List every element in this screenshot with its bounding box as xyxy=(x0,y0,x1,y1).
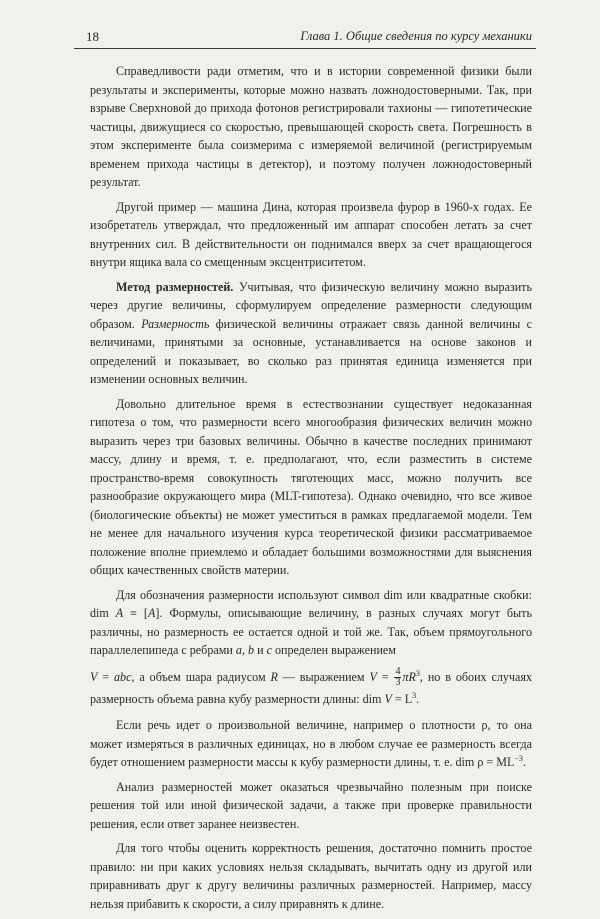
paragraph-3 xyxy=(90,278,532,389)
paragraph-2: Другой пример — машина Дина, которая произвела фурор в 1960-х годах. Ее изобретатель утверждал, что предложенный им аппарат способен летать за счет внутренних сил. В действительности он поднимался вверх за счет вращающегося внутри ящика вала со смещенным эксцентриситетом. xyxy=(90,199,532,269)
p5-equiv: ≡ [ xyxy=(123,606,148,620)
formula-V3: V xyxy=(384,692,392,707)
section-lead: Метод размерностей. xyxy=(116,279,234,294)
p5-text-c: определен выражением xyxy=(271,643,396,657)
paragraph-8: Для того чтобы оценить корректность решения, достаточно помнить простое правило: ни при каких условиях нельзя складывать, вычитать одну из другой или приравнивать друг к другу величины различных размерностей. Например, массу нельзя прибавить к скорости, а силу приравнять к длине. xyxy=(90,841,532,911)
p5-and: и xyxy=(254,643,267,657)
p5-var-b: b xyxy=(248,643,255,657)
defined-term: Размерность xyxy=(141,316,210,331)
fraction-numerator: 4 xyxy=(395,666,401,678)
formula-R: R xyxy=(270,669,278,684)
fraction-denominator: 3 xyxy=(395,677,401,689)
formula-piR: πR xyxy=(402,669,416,684)
p5-var-A2: A xyxy=(147,606,156,620)
paragraph-6 xyxy=(90,716,532,772)
formula-V1: V xyxy=(90,669,98,684)
page-header xyxy=(74,22,536,49)
p6-end: . xyxy=(522,755,526,770)
p5-comma: , xyxy=(241,643,248,657)
paragraph-7: Анализ размерностей может оказаться чрезвычайно полезным при поиске решения той или иной физической задачи, а также при проверке правильности решения, если ответ заранее неизвестен. xyxy=(90,779,532,831)
formula-eq1: = xyxy=(97,669,114,684)
paragraph-4: Довольно длительное время в естествознании существует недоказанная гипотеза о том, что размерности всего многообразия физических величин можно выразить через три базовых величины. Обычно в качестве последних принимают массу, длину и время, т. е. предполагают, что, если разместить в системе пространство-время совокупность тяготеющих масс, можно получить все разнообразие окружающего мира (MLT-гипотеза). Однако очевидно, что все живое (биологические объекты) не может уместиться в рамках предлагаемой модели. Тем не менее для начального изучения курса теоретической физики рассматриваемое положение вполне приемлемо и обладает большими возможностями для выяснения общих качественных свойств материи. xyxy=(90,396,532,577)
p5-var-c: c xyxy=(266,643,272,657)
page-number: 18 xyxy=(86,29,99,44)
formula-paragraph xyxy=(90,666,532,711)
paragraph-1: Справедливости ради отметим, что и в истории современной физики были результаты и эксперименты, которые можно назвать ложнодостоверными. Так, при взрыве Сверхновой до прихода фотонов регистрировали тахионы — гипотетические частицы, движущиеся со скоростью, превышающей скорость света. Погрешность в этом эксперименте была соизмерима с измеряемой величиной (регистрируемым временем прихода частицы в детектор), и поэтому получен ложнодостоверный результат. xyxy=(90,64,532,189)
p6-text: Если речь идет о произвольной величине, например о плотности ρ, то она может измеряться в различных единицах, но в любом случае ее размерность всегда будет отношением размерности массы к кубу размерности длины, т. е. dim ρ = ML xyxy=(90,718,532,770)
formula-mid2: — выражением xyxy=(277,669,370,684)
fraction-4-3 xyxy=(394,667,401,688)
formula-exp3: 3 xyxy=(415,668,420,678)
p5-text-a: Для обозначения размерности используют символ dim или квадратные скобки: dim xyxy=(90,587,532,620)
formula-mid: , а объем шара радиусом xyxy=(131,669,271,684)
p5-var-a: a xyxy=(235,643,242,657)
p6-exp: −3 xyxy=(514,754,523,764)
p5-var-A1: A xyxy=(115,606,124,620)
formula-V2: V xyxy=(369,669,377,684)
formula-L: = L xyxy=(391,692,413,707)
body-text xyxy=(90,62,532,919)
running-title: Глава 1. Общие сведения по курсу механики xyxy=(300,29,532,43)
p5-text-b: ]. Формулы, описывающие величину, в разных случаях могут быть различны, но размерность ее остается одной и той же. Так, объем прямоугольного параллелепипеда с ребрами xyxy=(90,606,532,657)
paragraph-5 xyxy=(90,586,532,660)
formula-L-exp: 3 xyxy=(412,691,417,701)
formula-tail: , но в обоих случаях размерность объема равна кубу размерности длины: dim xyxy=(90,669,532,707)
formula-eq2: = xyxy=(376,669,394,684)
formula-end: . xyxy=(416,692,420,707)
formula-abc: abc xyxy=(114,669,132,684)
paragraph-3-text-a: Учитывая, что физическую величину можно выразить через другие величины, сформулируем определение размерности следующим образом. xyxy=(90,279,532,331)
paragraph-3-text-b: физической величины отражает связь данной величины с величинами, принятыми за основные, устанавливается на основе законов и определений и показывает, во сколько раз принятая единица изменяется при изменении основных величин. xyxy=(90,316,532,386)
